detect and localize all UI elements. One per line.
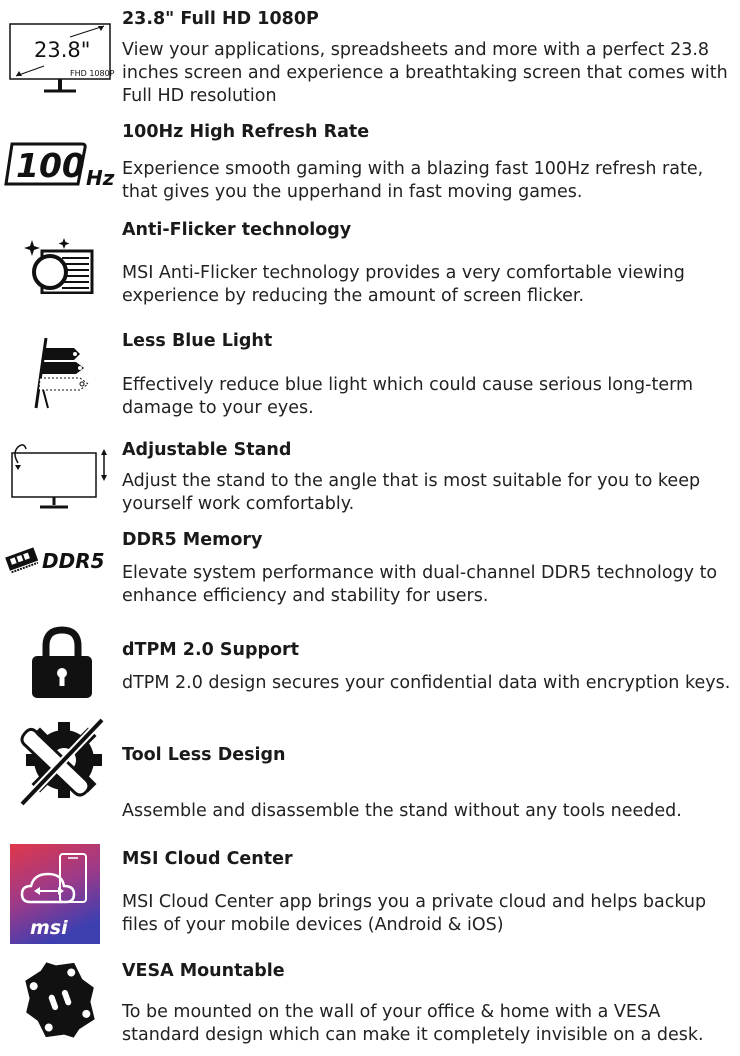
monitor-size-icon	[4, 10, 116, 110]
feature-title: Adjustable Stand	[122, 440, 292, 460]
monitor-size-text: 23.8"	[34, 38, 91, 62]
feature-description: Experience smooth gaming with a blazing fast 100Hz refresh rate, that gives you the upperhand in fast moving games.	[122, 159, 704, 202]
feature-title: dTPM 2.0 Support	[122, 640, 300, 660]
feature-description: MSI Anti-Flicker technology provides a very comfortable viewing experience by reducing the amount of screen flicker.	[122, 263, 685, 306]
msi-cloud-icon	[4, 844, 116, 944]
feature-description: To be mounted on the wall of your office & home with a VESA standard design which can make it completely invisible on a desk.	[122, 1002, 704, 1045]
feature-description: Adjust the stand to the angle that is most suitable for you to keep yourself work comfortably.	[122, 471, 701, 514]
feature-description: Effectively reduce blue light which could cause serious long-term damage to your eyes.	[122, 375, 694, 418]
feature-title: Less Blue Light	[122, 331, 273, 351]
monitor-resolution-text: FHD 1080P	[70, 69, 115, 78]
refresh-rate-number: 100	[16, 146, 85, 185]
feature-description: dTPM 2.0 design secures your confidential data with encryption keys.	[122, 673, 731, 693]
anti-flicker-icon	[4, 234, 116, 334]
refresh-rate-unit: Hz	[86, 166, 115, 190]
adjustable-stand-icon	[4, 443, 116, 543]
feature-title: DDR5 Memory	[122, 530, 263, 550]
feature-title: VESA Mountable	[122, 961, 285, 981]
feature-title: 100Hz High Refresh Rate	[122, 122, 370, 142]
feature-title: MSI Cloud Center	[122, 849, 293, 869]
ddr5-label: DDR5	[42, 549, 105, 573]
refresh-rate-icon	[4, 140, 116, 240]
msi-logo-text: msi	[30, 917, 68, 939]
less-blue-light-icon	[4, 334, 116, 434]
feature-description: View your applications, spreadsheets and more with a perfect 23.8 inches screen and experience a breathtaking screen that comes with Full HD resolution	[122, 40, 728, 106]
feature-title: 23.8" Full HD 1080P	[122, 9, 319, 29]
feature-title: Tool Less Design	[122, 745, 286, 765]
vesa-mount-icon	[4, 956, 116, 1056]
tool-less-icon	[4, 712, 116, 812]
feature-description: Assemble and disassemble the stand without any tools needed.	[122, 801, 682, 821]
feature-description: Elevate system performance with dual-channel DDR5 technology to enhance efficiency and stability for users.	[122, 563, 718, 606]
padlock-icon	[4, 626, 116, 726]
feature-title: Anti-Flicker technology	[122, 220, 352, 240]
feature-description: MSI Cloud Center app brings you a private cloud and helps backup files of your mobile devices (Android & iOS)	[122, 892, 707, 935]
